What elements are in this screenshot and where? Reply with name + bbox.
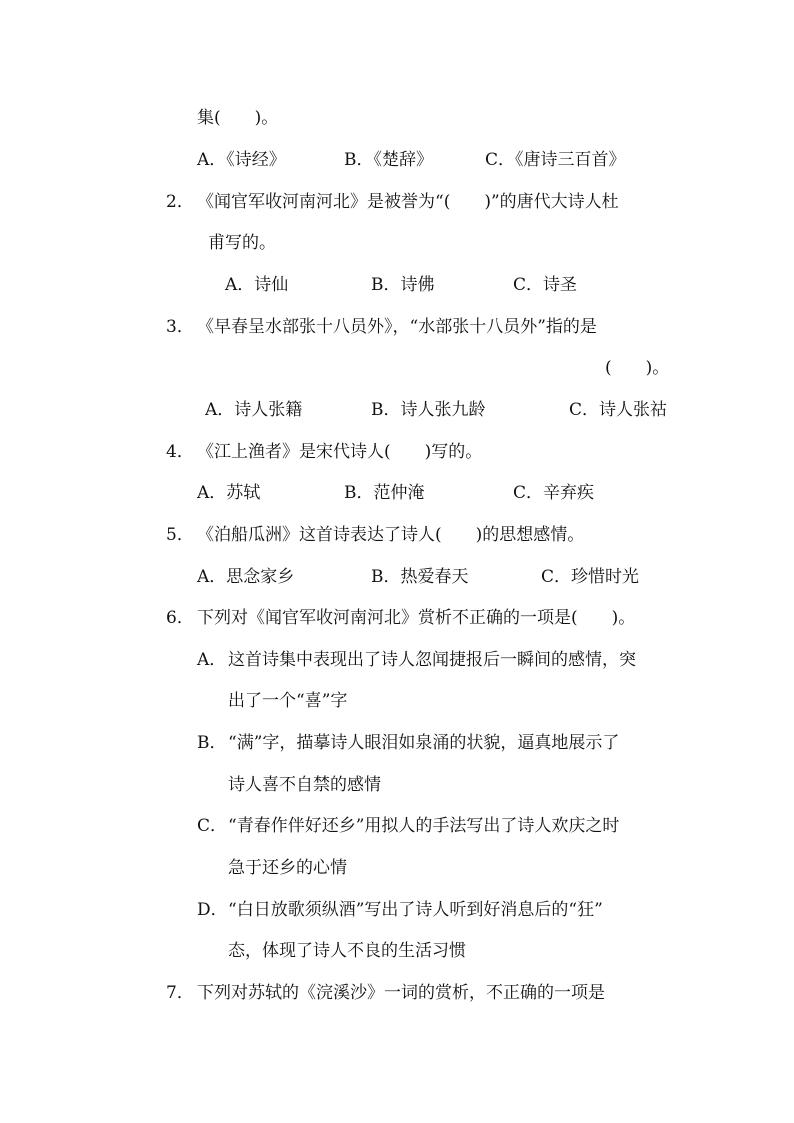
q6-option-d-label: D． [197,900,228,920]
q6-option-d-line1: “白日放歌须纵酒”写出了诗人听到好消息后的“狂” [228,900,603,920]
q5-option-c: C．珍惜时光 [541,567,640,587]
q4-option-c: C．辛弃疾 [513,483,595,503]
q3-number: 3． [166,317,194,337]
q2-stem-line1: 《闻官军收河南河北》是被誉为“( )”的唐代大诗人杜 [197,192,619,212]
q5-option-a: A．思念家乡 [197,567,295,587]
q6-option-d-line2: 态，体现了诗人不良的生活习惯 [228,941,466,961]
q7-stem: 下列对苏轼的《浣溪沙》一词的赏析，不正确的一项是 [197,983,605,1003]
q4-option-a: A．苏轼 [197,483,261,503]
q1-tail: 集( )。 [197,108,279,128]
q6-option-b-line1: “满”字，描摹诗人眼泪如泉涌的状貌，逼真地展示了 [228,733,620,753]
q3-option-c: C．诗人张祜 [569,400,668,420]
q3-stem-line1: 《早春呈水部张十八员外》，“水部张十八员外”指的是 [197,317,597,337]
q6-option-a-line2: 出了一个“喜”字 [228,691,348,711]
q6-option-c-line1: “青春作伴好还乡”用拟人的手法写出了诗人欢庆之时 [228,816,620,836]
q2-option-c: C．诗圣 [513,275,578,295]
q1-option-b: B．《楚辞》 [344,150,433,170]
q3-option-b: B．诗人张九龄 [371,400,486,420]
q6-stem: 下列对《闻官军收河南河北》赏析不正确的一项是( )。 [197,608,636,628]
q3-stem-line2: ( )。 [605,358,670,378]
q6-number: 6． [166,608,194,628]
q1-option-c: C．《唐诗三百首》 [485,150,626,170]
q5-stem: 《泊船瓜洲》这首诗表达了诗人( )的思想感情。 [197,525,585,545]
q1-option-a: A．《诗经》 [197,150,286,170]
q3-option-a: A．诗人张籍 [205,400,303,420]
q2-option-b: B．诗佛 [371,275,435,295]
q6-option-b-label: B． [197,733,227,753]
q6-option-b-line2: 诗人喜不自禁的感情 [228,775,381,795]
q4-number: 4． [166,442,194,462]
q4-option-b: B．范仲淹 [344,483,425,503]
q6-option-a-label: A． [197,650,227,670]
q7-number: 7． [166,983,194,1003]
q6-option-c-label: C． [197,816,228,836]
q2-option-a: A．诗仙 [225,275,289,295]
q6-option-a-line1: 这首诗集中表现出了诗人忽闻捷报后一瞬间的感情，突 [228,650,636,670]
q5-option-b: B．热爱春天 [371,567,469,587]
q5-number: 5． [166,525,194,545]
q4-stem: 《江上渔者》是宋代诗人( )写的。 [197,442,483,462]
q2-number: 2． [166,192,194,212]
q2-stem-line2: 甫写的。 [208,233,276,253]
q6-option-c-line2: 急于还乡的心情 [228,858,347,878]
